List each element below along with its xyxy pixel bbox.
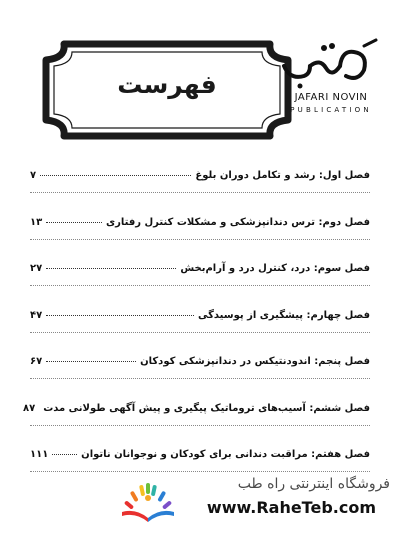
toc-entry[interactable] xyxy=(30,348,370,395)
toc-leader-dots xyxy=(52,454,77,455)
store-watermark[interactable] xyxy=(118,472,390,542)
toc-entry-page: ۷ xyxy=(30,170,37,181)
toc-divider xyxy=(30,332,370,333)
toc-leader-dots xyxy=(40,175,191,176)
open-book-rainbow-icon xyxy=(118,478,178,524)
publisher-name: JAFARI NOVIN xyxy=(294,92,368,103)
toc-entry[interactable] xyxy=(30,209,370,256)
toc-leader-dots xyxy=(46,361,136,362)
toc-entry-page: ۸۷ xyxy=(22,402,36,414)
toc-entry-title: فصل ششم: آسیب‌های تروماتیک پیگیری و پیش آگهی طولانی مدت xyxy=(43,402,370,414)
page-title: فهرست xyxy=(117,70,217,99)
publisher-calligraphy-icon xyxy=(280,36,380,90)
store-name: فروشگاه اینترنتی راه طب xyxy=(237,476,390,492)
table-of-contents xyxy=(22,162,370,488)
toc-entry-title: فصل اول: رشد و تکامل دوران بلوغ xyxy=(195,170,370,181)
toc-entry[interactable] xyxy=(22,395,370,442)
toc-leader-dots xyxy=(46,268,176,269)
toc-divider xyxy=(30,192,370,193)
toc-entry-title: فصل سوم: درد، کنترل درد و آرام‌بخش xyxy=(180,263,370,274)
store-url-link[interactable]: www.RaheTeb.com xyxy=(206,498,376,517)
toc-entry-title: فصل هفتم: مراقبت دندانی برای کودکان و نوجوانان ناتوان xyxy=(81,449,370,460)
toc-entry-page: ۱۳ xyxy=(30,216,43,228)
toc-entry-title: فصل پنجم: اندودنتیکس در دندانپزشکی کودکان xyxy=(140,356,370,367)
toc-entry-page: ۶۷ xyxy=(30,356,43,367)
toc-entry-page: ۲۷ xyxy=(30,263,43,274)
toc-divider xyxy=(30,425,370,426)
toc-entry-title: فصل دوم: ترس دندانپزشکی و مشکلات کنترل رفتاری xyxy=(105,216,370,228)
toc-entry[interactable] xyxy=(30,162,370,209)
publisher-subtitle: PUBLICATION xyxy=(290,106,372,114)
toc-leader-dots xyxy=(46,315,194,316)
toc-divider xyxy=(30,285,370,286)
toc-leader-dots xyxy=(46,222,102,223)
toc-divider xyxy=(30,239,370,240)
publisher-logo xyxy=(262,36,400,122)
toc-entry-title: فصل چهارم: پیشگیری از پوسیدگی xyxy=(197,309,370,321)
toc-entry[interactable] xyxy=(30,255,370,302)
toc-divider xyxy=(30,378,370,379)
toc-entry-page: ۴۷ xyxy=(30,309,43,321)
toc-entry-page: ۱۱۱ xyxy=(30,449,49,460)
title-frame xyxy=(42,40,292,140)
toc-entry[interactable] xyxy=(30,302,370,349)
